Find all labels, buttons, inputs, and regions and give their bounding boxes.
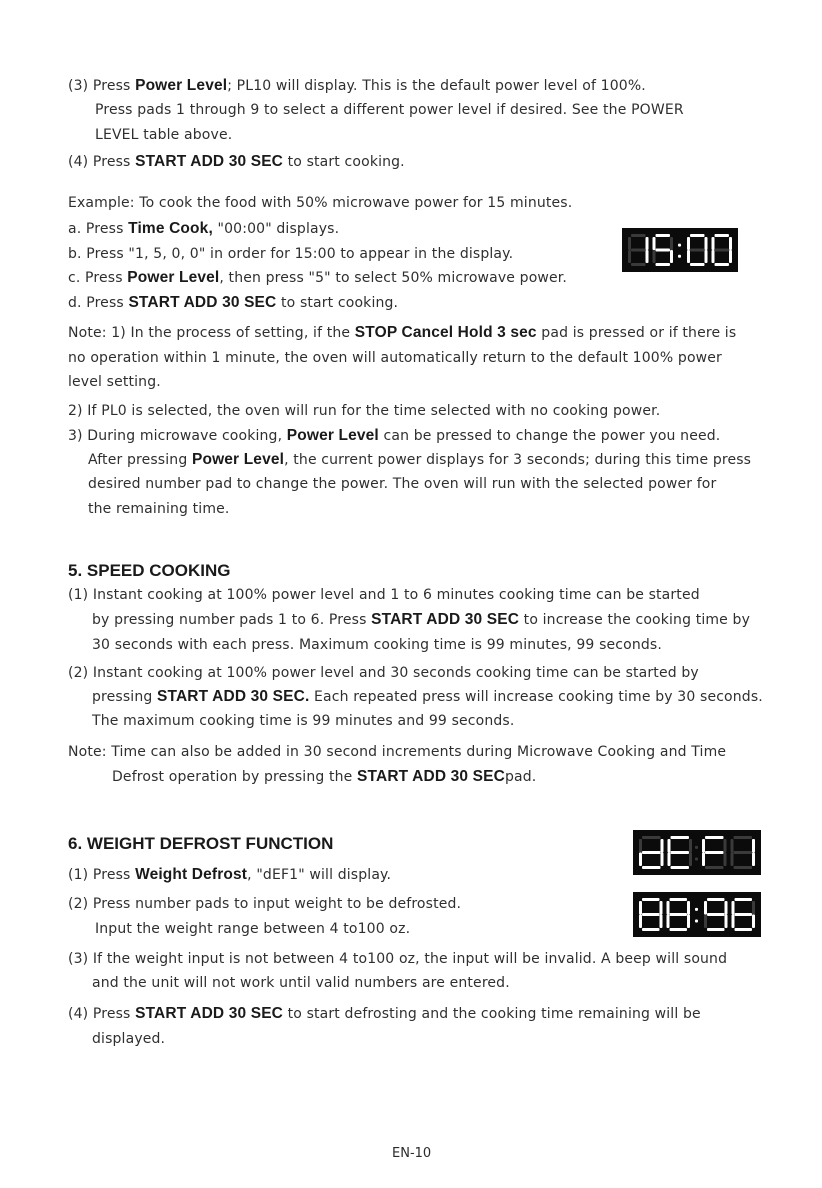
lcd-segment <box>687 901 690 915</box>
speed-note-line1: Note: Time can also be added in 30 second increments during Microwave Cooking and Time <box>68 744 727 760</box>
lcd-segment <box>668 839 671 853</box>
display-15-00 <box>622 228 738 272</box>
defrost-step-2-line1: (2) Press number pads to input weight to be defrosted. <box>68 896 462 912</box>
lcd-segment <box>704 915 707 929</box>
text: After pressing <box>88 452 192 468</box>
example-b: b. Press "1, 5, 0, 0" in order for 15:00 to appear in the display. <box>68 246 514 262</box>
lcd-segment <box>639 853 642 867</box>
section-heading-speed-cooking: 5. SPEED COOKING <box>68 561 231 580</box>
lcd-segment <box>642 898 660 901</box>
power-level-key: Power Level <box>127 269 220 286</box>
lcd-segment <box>690 263 705 266</box>
power-level-key: Power Level <box>135 77 228 94</box>
lcd-segment <box>670 913 688 916</box>
lcd-segment <box>752 853 755 867</box>
lcd-segment <box>671 851 690 854</box>
speed-note-line2 <box>112 768 536 786</box>
lcd-segment <box>705 866 724 869</box>
display-weight <box>633 892 761 937</box>
lcd-colon-dot <box>695 857 698 860</box>
lcd-segment <box>689 853 692 867</box>
lcd-segment <box>725 915 728 929</box>
speed-p1-line3: 30 seconds with each press. Maximum cooking time is 99 minutes, 99 seconds. <box>92 637 662 653</box>
lcd-segment <box>670 928 688 931</box>
defrost-step-1 <box>68 866 391 884</box>
text: to increase the cooking time by <box>519 612 751 628</box>
power-step-4 <box>68 153 405 171</box>
lcd-segment <box>628 250 631 263</box>
lcd-segment <box>731 839 734 853</box>
lcd-segment <box>731 853 734 867</box>
lcd-segment <box>631 249 646 252</box>
text: Note: 1) In the process of setting, if the <box>68 325 355 341</box>
text: , then press "5" to select 50% microwave power. <box>219 270 568 286</box>
seven-segment-display <box>633 830 761 875</box>
lcd-segment <box>642 836 661 839</box>
text: "00:00" displays. <box>212 221 340 237</box>
note-2: 2) If PL0 is selected, the oven will run for the time selected with no cooking power. <box>68 403 661 419</box>
lcd-segment <box>646 250 649 263</box>
speed-p1-line2 <box>92 611 750 629</box>
lcd-segment <box>656 249 671 252</box>
lcd-segment <box>715 263 730 266</box>
lcd-segment <box>646 237 649 250</box>
lcd-segment <box>712 250 715 263</box>
lcd-segment <box>702 839 705 853</box>
speed-p2-line1: (2) Instant cooking at 100% power level and 30 seconds cooking time can be started by <box>68 665 699 681</box>
text: , the current power displays for 3 seconds; during this time press <box>284 452 752 468</box>
lcd-segment <box>705 851 724 854</box>
weight-defrost-key: Weight Defrost <box>135 866 248 883</box>
lcd-segment <box>735 913 753 916</box>
text: d. Press <box>68 295 129 311</box>
defrost-step-3-line2: and the unit will not work until valid numbers are entered. <box>92 975 510 991</box>
lcd-segment <box>732 901 735 915</box>
lcd-segment <box>670 250 673 263</box>
seven-segment-display <box>633 892 761 937</box>
speed-p2-line3: The maximum cooking time is 99 minutes and 99 seconds. <box>92 713 515 729</box>
lcd-segment <box>656 263 671 266</box>
note-3-line2 <box>88 451 751 469</box>
lcd-segment <box>690 249 705 252</box>
text: Defrost operation by pressing the <box>112 769 358 785</box>
note-1-line3: level setting. <box>68 374 161 390</box>
lcd-colon-dot <box>678 255 681 258</box>
note-1-line1 <box>68 324 736 342</box>
lcd-segment <box>642 928 660 931</box>
lcd-segment <box>653 250 656 263</box>
text: by pressing number pads 1 to 6. Press <box>92 612 372 628</box>
lcd-segment <box>687 250 690 263</box>
lcd-segment <box>707 913 725 916</box>
lcd-segment <box>734 851 753 854</box>
lcd-segment <box>656 234 671 237</box>
lcd-segment <box>724 853 727 867</box>
lcd-colon-dot <box>695 908 698 911</box>
lcd-segment <box>661 839 664 853</box>
lcd-segment <box>712 237 715 250</box>
text: c. Press <box>68 270 128 286</box>
text: (4) Press <box>68 1006 136 1022</box>
note-1-line2: no operation within 1 minute, the oven will automatically return to the default 100% power <box>68 350 722 366</box>
lcd-segment <box>689 839 692 853</box>
lcd-segment <box>631 234 646 237</box>
lcd-segment <box>729 237 732 250</box>
lcd-segment <box>752 901 755 915</box>
defrost-step-2-line2: Input the weight range between 4 to100 oz. <box>95 921 411 937</box>
text: (4) Press <box>68 154 136 170</box>
lcd-segment <box>734 836 753 839</box>
lcd-segment <box>734 866 753 869</box>
example-d <box>68 294 398 312</box>
lcd-segment <box>639 901 642 915</box>
lcd-segment <box>752 915 755 929</box>
lcd-segment <box>671 866 690 869</box>
lcd-segment <box>642 851 661 854</box>
text: (1) Press <box>68 867 136 883</box>
example-c <box>68 269 567 287</box>
lcd-segment <box>631 263 646 266</box>
lcd-segment <box>690 234 705 237</box>
lcd-segment <box>705 250 708 263</box>
defrost-step-3-line1: (3) If the weight input is not between 4 to100 oz, the input will be invalid. A beep will sound <box>68 951 728 967</box>
lcd-segment <box>707 898 725 901</box>
lcd-segment <box>670 237 673 250</box>
text: to start cooking. <box>283 154 405 170</box>
lcd-segment <box>653 237 656 250</box>
lcd-segment <box>639 839 642 853</box>
lcd-segment <box>667 901 670 915</box>
text: pressing <box>92 689 157 705</box>
lcd-segment <box>715 249 730 252</box>
lcd-segment <box>660 901 663 915</box>
start-key: START ADD 30 SEC <box>357 768 505 785</box>
lcd-segment <box>705 836 724 839</box>
power-level-key: Power Level <box>191 451 285 468</box>
start-key: START ADD 30 SEC <box>371 611 520 628</box>
text: (3) Press <box>68 78 136 94</box>
lcd-segment <box>628 237 631 250</box>
lcd-segment <box>735 928 753 931</box>
speed-p2-line2 <box>92 688 763 706</box>
section-heading-weight-defrost: 6. WEIGHT DEFROST FUNCTION <box>68 834 334 853</box>
note-3-line1 <box>68 427 720 445</box>
example-intro: Example: To cook the food with 50% microwave power for 15 minutes. <box>68 195 573 211</box>
text: to start cooking. <box>276 295 399 311</box>
lcd-segment <box>642 913 660 916</box>
start-key: START ADD 30 SEC <box>135 153 284 170</box>
lcd-segment <box>702 853 705 867</box>
page-number: EN-10 <box>392 1146 432 1161</box>
stop-cancel-key: STOP Cancel Hold 3 sec <box>354 324 537 341</box>
lcd-segment <box>704 901 707 915</box>
lcd-segment <box>735 898 753 901</box>
text: to start defrosting and the cooking time remaining will be <box>283 1006 701 1022</box>
text: pad is pressed or if there is <box>536 325 737 341</box>
lcd-segment <box>715 234 730 237</box>
lcd-segment <box>705 237 708 250</box>
text: pad. <box>504 769 537 785</box>
lcd-segment <box>639 915 642 929</box>
lcd-colon-dot <box>695 846 698 849</box>
lcd-colon-dot <box>695 919 698 922</box>
text: 3) During microwave cooking, <box>68 428 287 444</box>
lcd-segment <box>687 237 690 250</box>
lcd-segment <box>668 853 671 867</box>
text: ; PL10 will display. This is the default power level of 100%. <box>227 78 646 94</box>
lcd-segment <box>729 250 732 263</box>
lcd-segment <box>660 915 663 929</box>
lcd-segment <box>724 839 727 853</box>
lcd-segment <box>752 839 755 853</box>
start-key: START ADD 30 SEC. <box>157 688 310 705</box>
text: , "dEF1" will display. <box>247 867 392 883</box>
note-3-line4: the remaining time. <box>88 501 230 517</box>
lcd-segment <box>707 928 725 931</box>
note-3-line3: desired number pad to change the power. The oven will run with the selected power for <box>88 476 717 492</box>
lcd-segment <box>667 915 670 929</box>
text: a. Press <box>68 221 129 237</box>
example-a <box>68 220 339 238</box>
start-key: START ADD 30 SEC <box>135 1005 284 1022</box>
lcd-segment <box>687 915 690 929</box>
lcd-segment <box>642 866 661 869</box>
power-step-3-line1 <box>68 77 646 95</box>
lcd-segment <box>671 836 690 839</box>
speed-p1-line1: (1) Instant cooking at 100% power level and 1 to 6 minutes cooking time can be started <box>68 587 700 603</box>
lcd-segment <box>661 853 664 867</box>
defrost-step-4-line1 <box>68 1005 701 1023</box>
start-key: START ADD 30 SEC <box>128 294 277 311</box>
lcd-segment <box>725 901 728 915</box>
text: Each repeated press will increase cooking time by 30 seconds. <box>309 689 763 705</box>
time-cook-key: Time Cook, <box>128 220 213 237</box>
lcd-segment <box>670 898 688 901</box>
text: can be pressed to change the power you need. <box>378 428 721 444</box>
display-def1 <box>633 830 761 875</box>
seven-segment-display <box>622 228 738 272</box>
defrost-step-4-line2: displayed. <box>92 1031 166 1047</box>
power-step-3-line3: LEVEL table above. <box>95 127 233 143</box>
lcd-segment <box>732 915 735 929</box>
lcd-colon-dot <box>678 244 681 247</box>
power-step-3-line2: Press pads 1 through 9 to select a different power level if desired. See the POWER <box>95 102 684 118</box>
power-level-key: Power Level <box>286 427 379 444</box>
